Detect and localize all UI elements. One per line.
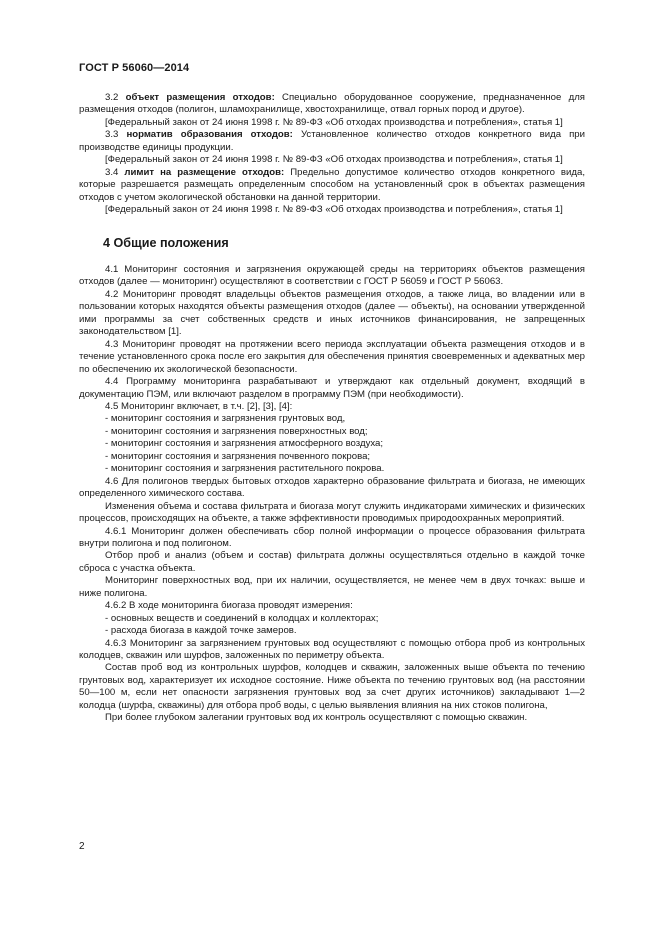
document-body xyxy=(79,92,585,725)
page-number: 2 xyxy=(79,841,85,852)
paragraph-4-6-3-c: При более глубоком залегании грунтовых вод их контроль осуществляют с помощью скважин. xyxy=(105,712,528,724)
definition-term: норматив образования отходов: xyxy=(126,129,293,141)
paragraph-4-2: 4.2 Мониторинг проводят владельцы объектов размещения отходов, а также лица, во владении или в пользовании которых находятся объекты размещения отходов (далее — объекты), на основании утвержденной ими программы за счет собственных средств и иных источников финансирования, не запрещенных законодательством [1]. xyxy=(79,288,585,338)
paragraph-4-6-1-b: Отбор проб и анализ (объем и состав) фильтрата должны осуществляться отдельно в каждой точке сброса с участка объекта. xyxy=(79,550,585,574)
definition-term: лимит на размещение отходов: xyxy=(124,166,285,178)
paragraph-4-6-3: 4.6.3 Мониторинг за загрязнением грунтовых вод осуществляют с помощью отбора проб из контрольных колодцев, скважин или шурфов, заложенных по периметру объекта. xyxy=(79,637,585,662)
definition-term: объект размещения отходов: xyxy=(125,92,275,103)
paragraph-4-6-3-b: Состав проб вод из контрольных шурфов, колодцев и скважин, заложенных выше объекта по течению грунтовых вод, характеризует их исходное состояние. Ниже объекта по течению грунтовых вод (на расстоянии 50—100 м, если нет опасности загрязнения грунтовых вод за счет других источников) закладывают 1—2 колодца (шурфа, скважины) для отбора проб воды, с целью выявления влияния на них стоков полигона, xyxy=(79,662,585,711)
list-item: - мониторинг состояния и загрязнения поверхностных вод; xyxy=(105,425,368,437)
paragraph-4-5: 4.5 Мониторинг включает, в т.ч. [2], [3], [4]: xyxy=(105,400,293,412)
list-item: - мониторинг состояния и загрязнения растительного покрова. xyxy=(105,463,385,475)
paragraph-4-3: 4.3 Мониторинг проводят на протяжении всего периода эксплуатации объекта размещения отходов и в течение установленного срока после его закрытия для обеспечения принятия своевременных и адекватных мер по обеспечению их экологической безопасности. xyxy=(79,338,585,375)
definition-3-4: 3.4 лимит на размещение отходов: Предельно допустимое количество отходов конкретного вида, которые разрешается размещать определенным способом на установленный срок в объектах размещения отходов с учетом экологической обстановки на данной территории. xyxy=(79,166,585,203)
list-item: - основных веществ и соединений в колодцах и коллекторах; xyxy=(105,612,379,624)
list-item: - мониторинг состояния и загрязнения атмосферного воздуха; xyxy=(105,438,384,450)
paragraph-4-6-2: 4.6.2 В ходе мониторинга биогаза проводят измерения: xyxy=(105,600,353,612)
list-item: - расхода биогаза в каждой точке замеров. xyxy=(105,625,297,637)
paragraph-4-6: 4.6 Для полигонов твердых бытовых отходов характерно образование фильтрата и биогаза, не имеющих определенного химического состава. xyxy=(79,475,585,500)
list-item: - мониторинг состояния и загрязнения грунтовых вод, xyxy=(105,413,346,425)
definition-3-3: 3.3 норматив образования отходов: Установленное количество отходов конкретного вида при производстве единицы продукции. xyxy=(79,129,586,153)
section-heading: 4 Общие положения xyxy=(103,235,229,250)
definition-reference: [Федеральный закон от 24 июня 1998 г. № 89-ФЗ «Об отходах производства и потребления», статья 1] xyxy=(105,204,563,216)
paragraph-4-4: 4.4 Программу мониторинга разрабатывают и утверждают как отдельный документ, входящий в документацию ПЭМ, или включают разделом в программу ПЭМ (при необходимости). xyxy=(79,376,585,400)
paragraph-4-6-b: Изменения объема и состава фильтрата и биогаза могут служить индикаторами химических и физических процессов, происходящих на объекте, а также эффективности проводимых природоохранных мероприятий. xyxy=(79,500,585,525)
document-header: ГОСТ Р 56060—2014 xyxy=(79,62,190,74)
paragraph-4-1: 4.1 Мониторинг состояния и загрязнения окружающей среды на территориях объектов размещения отходов (далее — мониторинг) осуществляют в соответствии с ГОСТ Р 56059 и ГОСТ Р 56063. xyxy=(79,263,585,288)
paragraph-4-6-1-c: Мониторинг поверхностных вод, при их наличии, осуществляется, не менее чем в двух точках: выше и ниже полигона. xyxy=(79,575,585,599)
definition-reference: [Федеральный закон от 24 июня 1998 г. № 89-ФЗ «Об отходах производства и потребления», статья 1] xyxy=(105,154,563,166)
list-item: - мониторинг состояния и загрязнения почвенного покрова; xyxy=(105,450,371,462)
definition-reference: [Федеральный закон от 24 июня 1998 г. № 89-ФЗ «Об отходах производства и потребления», статья 1] xyxy=(105,116,563,128)
definition-3-2: 3.2 объект размещения отходов: Специально оборудованное сооружение, предназначенное для размещения отходов (полигон, шламохранилище, хвостохранилище, отвал горных пород и другое). xyxy=(79,92,585,116)
paragraph-4-6-1: 4.6.1 Мониторинг должен обеспечивать сбор полной информации о процессе образования фильтрата внутри полигона и под полигоном. xyxy=(79,525,585,549)
